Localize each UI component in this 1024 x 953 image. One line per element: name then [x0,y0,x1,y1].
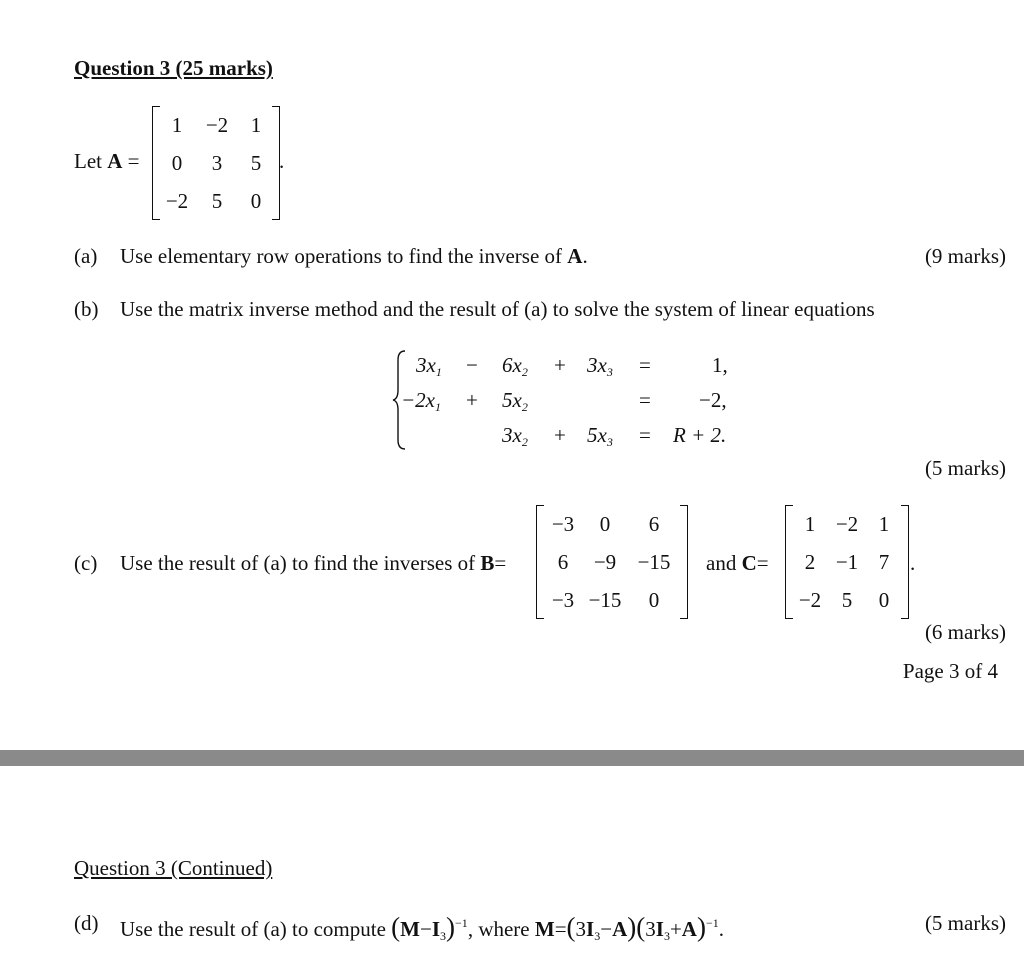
matrix-cell: −15 [588,588,622,612]
matrix-cell: 1 [250,113,262,137]
matrix-cell: 6 [648,512,660,536]
row3-equals: = [639,423,651,447]
row1-term-x2: $6x_2$ [502,353,528,379]
row1-op1: − [466,353,478,377]
equals-sign: = [127,149,140,173]
matrix-A-period: . [279,149,285,173]
matrix-cell: 0 [648,588,660,612]
matrix-cell: 2 [804,550,816,574]
row3-term-x3: $5x_3$ [587,423,613,449]
let-statement [74,149,140,174]
row3-op2: + [554,423,566,447]
left-bracket [785,505,793,619]
matrix-B [536,505,688,619]
matrix-cell: 6 [557,550,569,574]
matrix-cell: 0 [171,151,183,175]
matrix-cell: 1 [171,113,183,137]
matrix-cell: −3 [551,512,575,536]
and-text: and [706,551,737,575]
left-bracket [152,106,160,220]
linear-system [392,348,752,456]
question-heading: Question 3 (25 marks) [74,56,273,80]
matrix-cell: 0 [599,512,611,536]
row2-rhs: −2, [699,388,727,412]
matrix-cell: −1 [835,550,859,574]
row2-term-x1: $-2x_1$ [401,388,441,414]
formula-1: $(M-I_3)^{-1}$ [391,912,468,943]
matrix-C-symbol: C [741,551,757,575]
part-c-text-body: Use the result of (a) to find the inverses of [120,551,481,575]
part-a-text [120,244,588,269]
matrix-cell: 5 [841,588,853,612]
matrix-cell: 3 [211,151,223,175]
matrix-cell: −2 [165,189,189,213]
matrix-cell: −2 [835,512,859,536]
page-number: Page 3 of 4 [902,659,998,683]
matrix-cell: 1 [878,512,890,536]
part-b-text: Use the matrix inverse method and the result of (a) to solve the system of linear equations [120,297,875,321]
part-a-label: (a) [74,244,98,268]
row3-term-x2: $3x_2$ [502,423,528,449]
part-d-text [120,906,724,953]
part-d-label: (d) [74,911,99,935]
matrix-cell: −3 [551,588,575,612]
part-c-and [706,551,769,576]
matrix-cell: 7 [878,550,890,574]
matrix-A-symbol: A [107,149,123,173]
part-b-marks: (5 marks) [924,456,1006,480]
matrix-cell: −2 [798,588,822,612]
part-a-marks: (9 marks) [924,244,1006,268]
formula-2: $M=(3I_3-A)(3I_3+A)^{-1}$. [534,912,724,943]
right-bracket [680,505,688,619]
row2-term-x2: $5x_2$ [502,388,528,414]
row1-op2: + [554,353,566,377]
left-bracket [536,505,544,619]
right-bracket [901,505,909,619]
continued-heading: Question 3 (Continued) [74,856,273,880]
row2-equals: = [639,388,651,412]
matrix-C-period: . [910,551,916,575]
matrix-cell: −9 [593,550,617,574]
part-a-text-body: Use elementary row operations to find the inverse of [120,244,568,268]
matrix-cell: −15 [637,550,671,574]
equals-sign: = [756,551,769,575]
part-c-marks: (6 marks) [924,620,1006,644]
matrix-A [152,106,280,220]
part-c-text [120,551,506,576]
part-c-label: (c) [74,551,98,575]
page-divider [0,750,1024,766]
matrix-cell: 5 [211,189,223,213]
matrix-cell: 0 [250,189,262,213]
part-d-where: , where [467,917,530,941]
equals-sign: = [494,551,507,575]
part-d-text-body: Use the result of (a) to compute [120,917,392,941]
row1-rhs: 1, [712,353,728,377]
part-b-label: (b) [74,297,99,321]
row1-term-x1: $3x_1$ [416,353,442,379]
matrix-B-symbol: B [480,551,495,575]
part-d-marks: (5 marks) [924,911,1006,935]
row3-rhs: R + 2. [673,423,727,447]
row1-term-x3: $3x_3$ [587,353,613,379]
matrix-cell: 5 [250,151,262,175]
matrix-cell: −2 [205,113,229,137]
row2-op1: + [466,388,478,412]
part-a-period: . [582,244,588,268]
part-a-matrix-symbol: A [567,244,583,268]
matrix-C [785,505,909,619]
matrix-cell: 0 [878,588,890,612]
let-label: Let [74,149,102,173]
matrix-cell: 1 [804,512,816,536]
row1-equals: = [639,353,651,377]
